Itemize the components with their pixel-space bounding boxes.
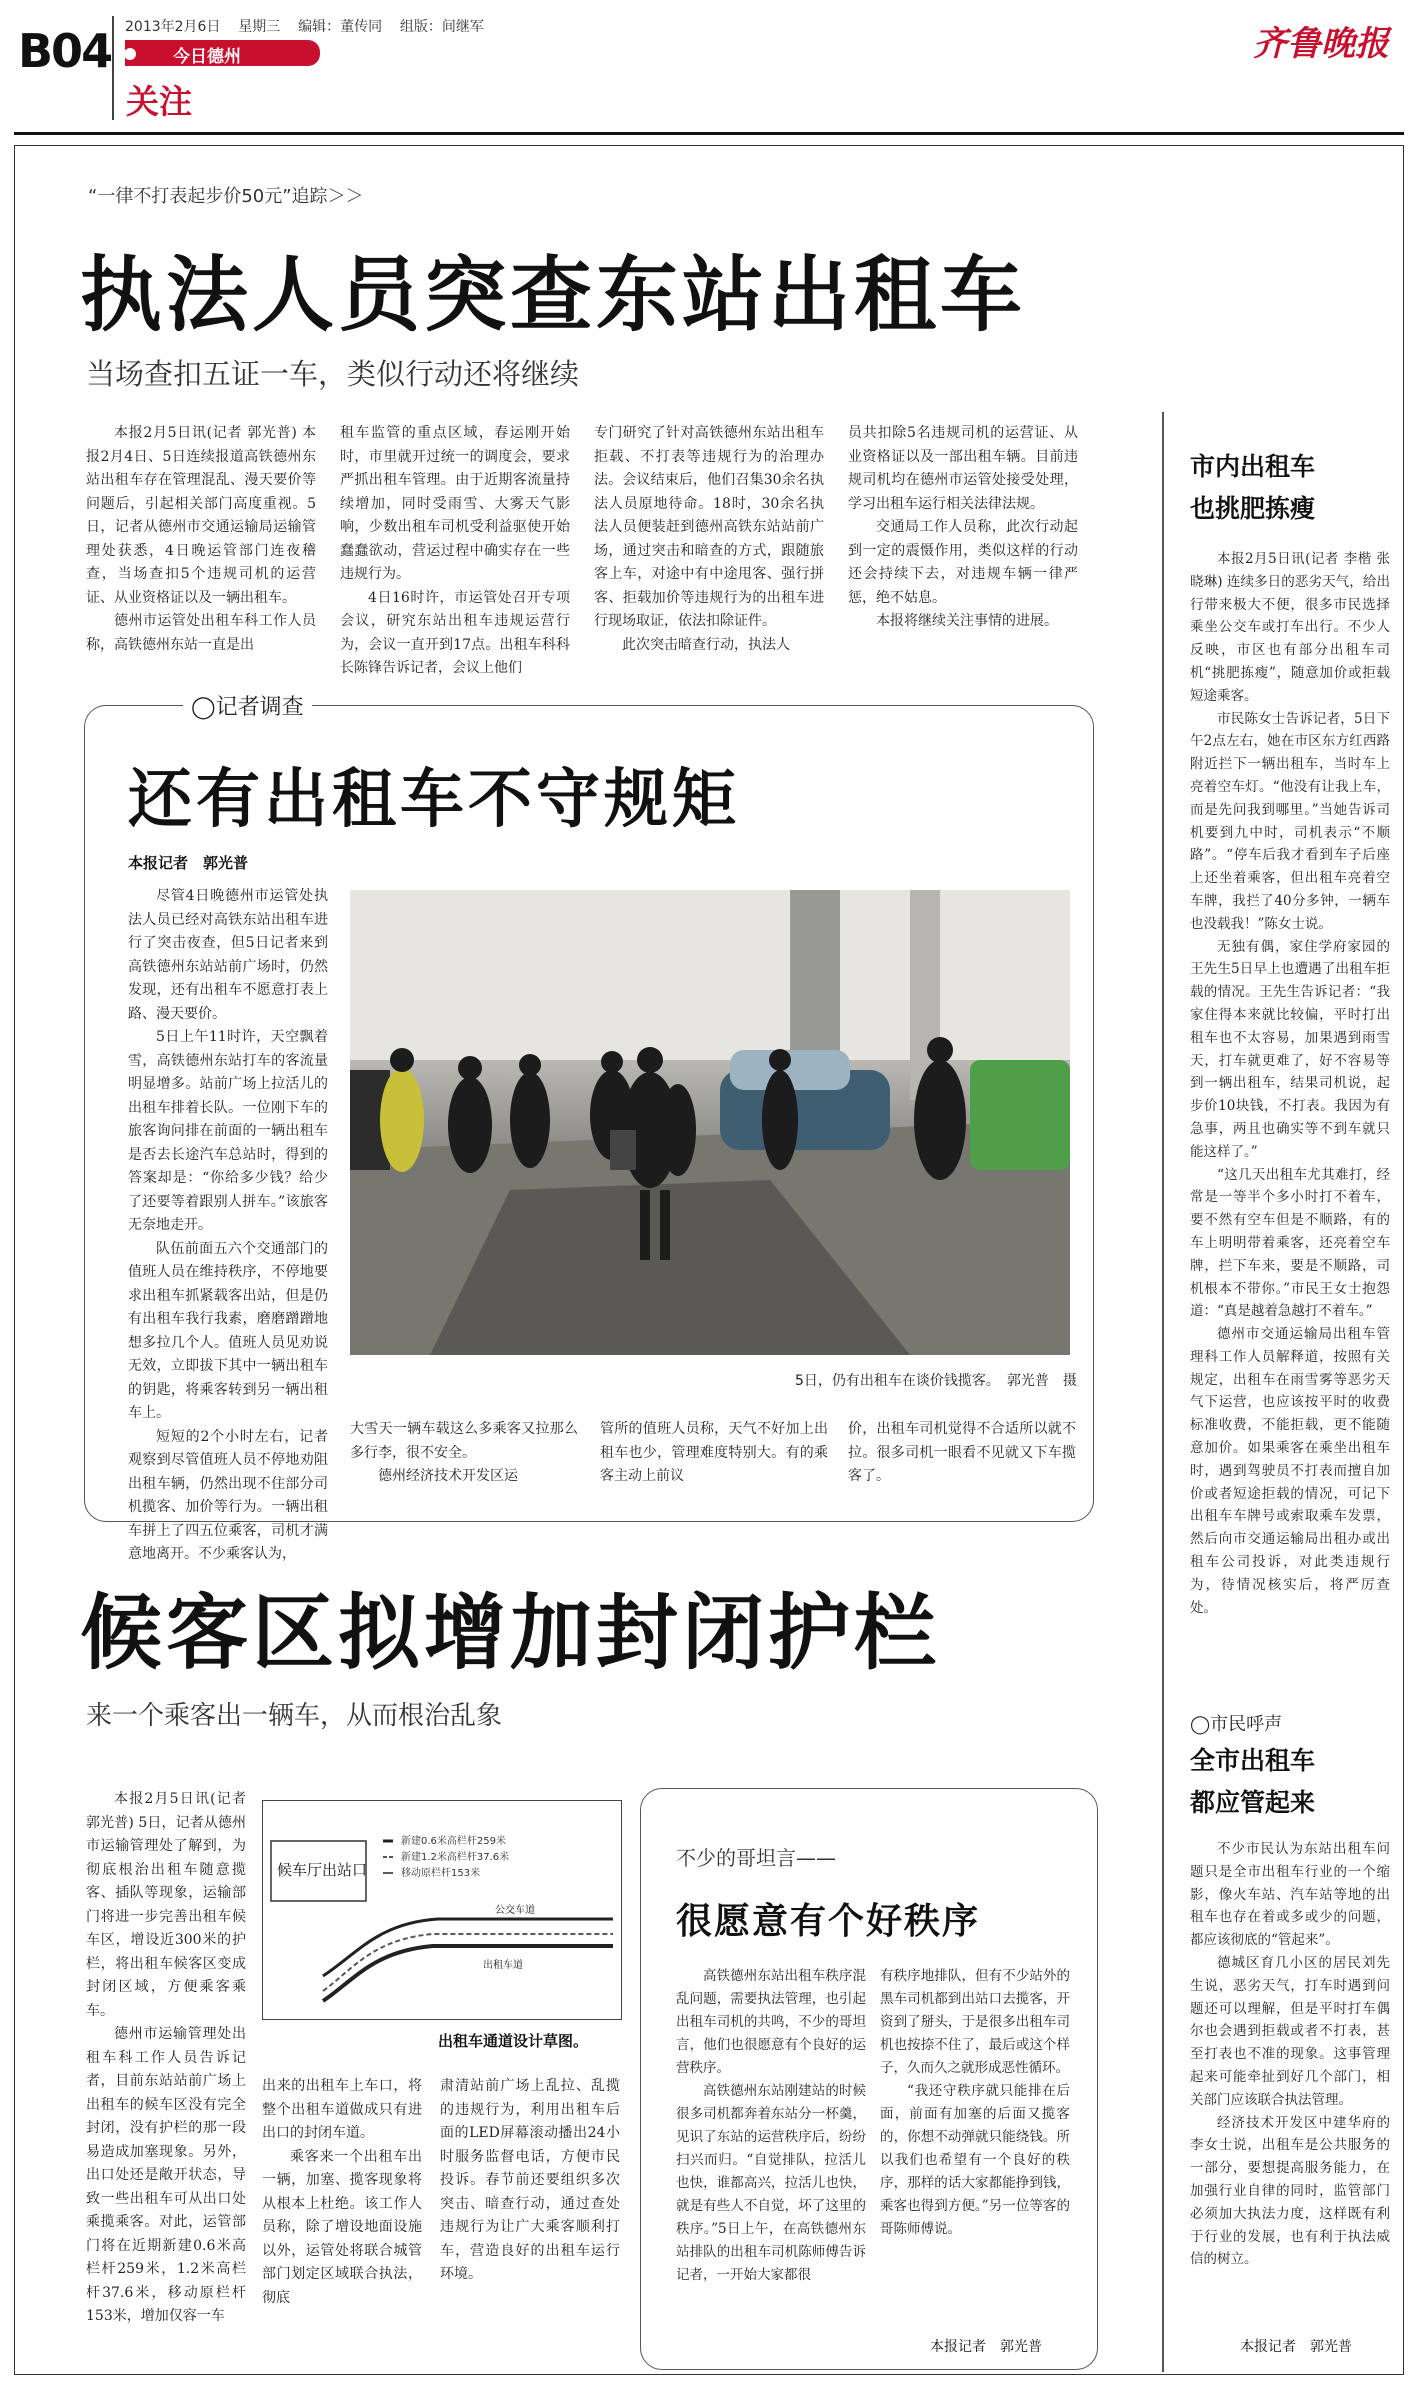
paper-logo: 齐鲁晚报 — [1253, 24, 1389, 64]
opinion-col-2: 有秩序地排队，但有不少站外的黑车司机都到出站口去揽客，开资到了掰头，于是很多出租车司机也按捺不住了，最后或这个样子，久而久之就形成恶性循环。 “我还守秩序就只能排在后面，前面有加塞的后面又揽客的，你想不动弹就只能绕钱。所以我们也希望有一个良好的秩序，那样的话大家都能挣到钱，乘客也得到方便。”另一位等客的哥陈师傅说。 — [880, 1968, 1070, 2237]
sidebar-title-line-4: 都应管起来 — [1190, 1788, 1316, 1817]
main-col-2: 租车监管的重点区域，春运刚开始时，市里就开过统一的调度会，要求严抓出租车管理。由于近期客流量持续增加，同时受雨雪、大雾天气影响，少数出租车司机受利益驱使开始蠢蠢欲动，营运过程中确实存在一些违规行为。 4日16时许，市运管处召开专项会议，研究东站出租车违规运营行为，会议一直开到17点。出租车科科长陈锋告诉记者，会议上他们 — [340, 425, 570, 676]
diagram-taxi-lane-label: 出租车道 — [483, 1960, 523, 1971]
survey-col-4: 价，出租车司机觉得不合适所以就不拉。很多司机一眼看不见就又下车揽客了。 — [848, 1421, 1076, 1484]
photo-caption: 5日，仍有出租车在谈价钱揽客。 郭光普 摄 — [795, 1373, 1077, 1389]
main-headline: 执法人员突查东站出租车 — [80, 248, 1027, 343]
story-tag: “一律不打表起步价50元”追踪＞＞ — [88, 186, 364, 207]
sidebar-col-2: 不少市民认为东站出租车问题只是全市出租车行业的一个缩影，像火车站、汽车站等地的出租车也存在着或多或少的问题，都应该彻底的“管起来”。 德城区育几小区的居民刘先生说，恶劣天气，打车时遇到问题还可以理解，但是平时打车偶尔也会遇到拒载或者不打表，甚至打表也不准的现象。这事管理起来可能牵扯到好几个部门，相关部门应该联合执法管理。 经济技术开发区中建华府的李女士说，出租车是公共服务的一部分，要想提高服务能力，在加强行业自律的同时，监管部门必须加大执法力度，这样既有利于行业的发展，也有利于执法威信的树立。 — [1190, 1841, 1390, 2268]
page-number: B04 — [18, 24, 112, 78]
date: 2013年2月6日 — [125, 19, 221, 35]
second-col-2: 出来的出租车上车口，将整个出租车道做成只有进出口的封闭车道。 乘客来一个出租车出一辆，加塞、揽客现象将从根本上杜绝。该工作人员称，除了增设地面设施以外，运管处将联合城管部门划定区域联合执法，彻底 — [262, 2078, 422, 2306]
main-subtitle: 当场查扣五证一车，类似行动还将继续 — [86, 357, 580, 391]
layout-editor: 组版：间继军 — [399, 19, 484, 35]
header-meta — [125, 16, 484, 36]
weekday: 星期三 — [238, 19, 281, 35]
column-tab: 今日德州 — [125, 40, 320, 66]
second-subtitle: 来一个乘客出一辆车，从而根治乱象 — [86, 1701, 503, 1731]
sidebar-byline: 本报记者 郭光普 — [1240, 2339, 1352, 2355]
editor: 编辑：董传同 — [298, 19, 383, 35]
diagram-exit-label: 候车厅出站口 — [277, 1861, 368, 1879]
main-col-4: 员共扣除5名违规司机的运营证、从业资格证以及一部出租车辆。目前违规司机均在德州市运管处接受处理，学习出租车运行相关法律法规。 交通局工作人员称，此次行动起到一定的震慑作用，类似这样的行动还会持续下去，对违规车辆一律严惩，绝不姑息。 本报将继续关注事情的进展。 — [848, 425, 1078, 629]
sidebar-title-line-3: 全市出租车 — [1190, 1746, 1316, 1775]
section-title: 关注 — [126, 82, 192, 121]
sidebar-badge: ◯市民呼声 — [1190, 1714, 1283, 1735]
main-col-1: 本报2月5日讯(记者 郭光普) 本报2月4日、5日连续报道高铁德州东站出租车存在管理混乱、漫天要价等问题后，引起相关部门高度重视。5日，记者从德州市交通运输局运输管理处获悉，4日晚运管部门连夜稽查，当场查扣5个违规司机的运营证、从业资格证以及一辆出租车。 德州市运管处出租车科工作人员称，高铁德州东站一直是出 — [86, 425, 316, 653]
opinion-col-1: 高铁德州东站出租车秩序混乱问题，需要执法管理，也引起出租车司机的共鸣，不少的哥坦言，他们也很愿意有个良好的运营秩序。 高铁德州东站刚建站的时候很多司机都奔着东站分一杯羹，见识了东站的运营秩序后，纷纷扫兴而归。“自觉排队，拉活儿也快，谁都高兴，拉活儿也快，就是有些人不自觉，坏了这里的秩序。”5日上午，在高铁德州东站排队的出租车司机陈师傅告诉记者，一开始大家都很 — [676, 1968, 866, 2283]
header-rule — [14, 132, 1404, 135]
second-col-1: 本报2月5日讯(记者 郭光普) 5日，记者从德州市运输管理处了解到，为彻底根治出租车随意揽客、插队等现象，运输部门将进一步完善出租车候车区，增设近300米的护栏，将出租车候客区变成封闭区域，方便乘客乘车。 德州市运输管理处出租车科工作人员告诉记者，目前东站站前广场上出租车的候车区没有完全封闭，没有护栏的那一段易造成加塞现象。另外，出口处还是敞开状态，导致一些出租车可从出口处乘揽乘客。对此，运管部门将在近期新建0.6米高栏杆259米，1.2米高栏杆37.6米，移动原栏杆153米，增加仅容一车 — [86, 1791, 246, 2324]
sidebar-title-line-1: 市内出租车 — [1190, 452, 1316, 481]
photo-scene — [350, 890, 1070, 1355]
second-headline: 候客区拟增加封闭护栏 — [80, 1586, 941, 1681]
opinion-byline: 本报记者 郭光普 — [930, 2339, 1042, 2355]
sidebar-story-1 — [1190, 446, 1390, 530]
survey-col-3: 管所的值班人员称，天气不好加上出租车也少，管理难度特别大。有的乘客主动上前议 — [600, 1421, 828, 1484]
diagram-bus-lane-label: 公交车道 — [495, 1905, 535, 1916]
sidebar-col-1: 本报2月5日讯(记者 李楷 张晓琳) 连续多日的恶劣天气，给出行带来极大不便，很多市民选择乘坐公交车或打车出行。不少人反映，市区也有部分出租车司机“挑肥拣瘦”，随意加价或拒载短途乘客。 市民陈女士告诉记者，5日下午2点左右，她在市区东方红西路附近拦下一辆出租车，当时车上亮着空车灯。“他没有让我上车，而是先问我到哪里。”当她告诉司机要到九中时，司机表示“不顺路”。“停车后我才看到车子后座上还坐着乘客，但出租车亮着空车牌，我拦了40分多钟，一辆车也没载我！”陈女士说。 无独有偶，家住学府家园的王先生5日早上也遭遇了出租车拒载的情况。王先生告诉记者：“我家住得本来就比较偏，平时打出租车也不太容易，加果遇到雨雪天，打车就更难了，好不容易等到一辆出租车，结果司机说，起步价10块钱，不打表。我因为有急事，两且也确实等不到车就只能这样了。” “这几天出租车尤其难打，经常是一等半个多小时打不着车，要不然有空车但是不顺路，有的车上明明带着乘客，还亮着空车牌，拦下车来，要是不顺路，司机根本不带你。”市民王女士抱怨道：“真是越着急越打不着车。” 德州市交通运输局出租车管理科工作人员解释道，按照有关规定，出租车在雨雪雾等恶劣天气下运营，也应该按平时的收费标准收费，不能拒载，更不能随意加价。如果乘客在乘坐出租车时，遇到驾驶员不打表而擅自加价或者短途拒载的情况，可记下出租车车牌号或索取乘车发票，然后向市交通运输局出租办或出租车公司投诉，对此类违规行为，待情况核实后，将严厉查处。 — [1190, 551, 1390, 1616]
sidebar-story-2 — [1190, 1740, 1390, 1824]
survey-col-2: 大雪天一辆车载这么多乘客又拉那么多行李，很不安全。 德州经济技术开发区运 — [350, 1421, 578, 1484]
sidebar-title-line-2: 也挑肥拣瘦 — [1190, 494, 1316, 523]
survey-byline: 本报记者 郭光普 — [128, 854, 249, 872]
survey-badge: ◯记者调查 — [183, 690, 312, 721]
header-divider — [112, 16, 114, 120]
diagram-caption: 出租车通道设计草图。 — [438, 2032, 589, 2050]
news-photo — [350, 890, 1070, 1355]
opinion-headline: 很愿意有个好秩序 — [676, 1901, 981, 1942]
survey-headline: 还有出租车不守规矩 — [128, 763, 740, 837]
survey-col-1: 尽管4日晚德州市运管处执法人员已经对高铁东站出租车进行了突击夜查，但5日记者来到高铁德州东站站前广场时，仍然发现，还有出租车不愿意打表上路、漫天要价。 5日上午11时许，天空飘着雪，高铁德州东站打车的客流量明显增多。站前广场上拉活儿的出租车排着长队。一位刚下车的旅客询问排在前面的一辆出租车是否去长途汽车总站时，得到的答案却是：“你给多少钱？给少了还要等着跟别人拼车。”该旅客无奈地走开。 队伍前面五六个交通部门的值班人员在维持秩序，不停地要求出租车抓紧载客出站，但是仍有出租车我行我素，磨磨蹭蹭地想多拉几个人。值班人员见劝说无效，立即拔下其中一辆出租车的钥匙，将乘客转到另一辆出租车上。 短短的2个小时左右，记者观察到尽管值班人员不停地劝阻出租车辆，仍然出现不住部分司机揽客、加价等行为。一辆出租车拼上了四五位乘客，司机才满意地离开。不少乘客认为， — [128, 888, 328, 1562]
diagram-legend: 新建0.6米高栏杆259米 新建1.2米高栏杆37.6米 移动原栏杆153米 — [401, 1836, 510, 1879]
opinion-kicker: 不少的哥坦言—— — [676, 1846, 836, 1870]
sidebar-divider — [1162, 412, 1164, 2372]
second-col-3: 肃清站前广场上乱拉、乱揽的违规行为，利用出租车后面的LED屏幕滚动播出24小时服务监督电话，方便市民投诉。春节前还要组织多次突击、暗查行动，通过查处违规行为让广大乘客顺利打车，营造良好的出租车运行环境。 — [440, 2078, 620, 2282]
main-col-3: 专门研究了针对高铁德州东站出租车拒载、不打表等违规行为的治理办法。会议结束后，他们召集30余名执法人员原地待命。18时，30余名执法人员便装赶到德州高铁东站站前广场，通过突击和暗查的方式，跟随旅客上车，对途中有中途甩客、强行拼客、拒载加价等违规行为的出租车进行现场取证，依法扣除证件。 此次突击暗查行动，执法人 — [594, 425, 824, 653]
route-diagram — [262, 1800, 622, 2020]
